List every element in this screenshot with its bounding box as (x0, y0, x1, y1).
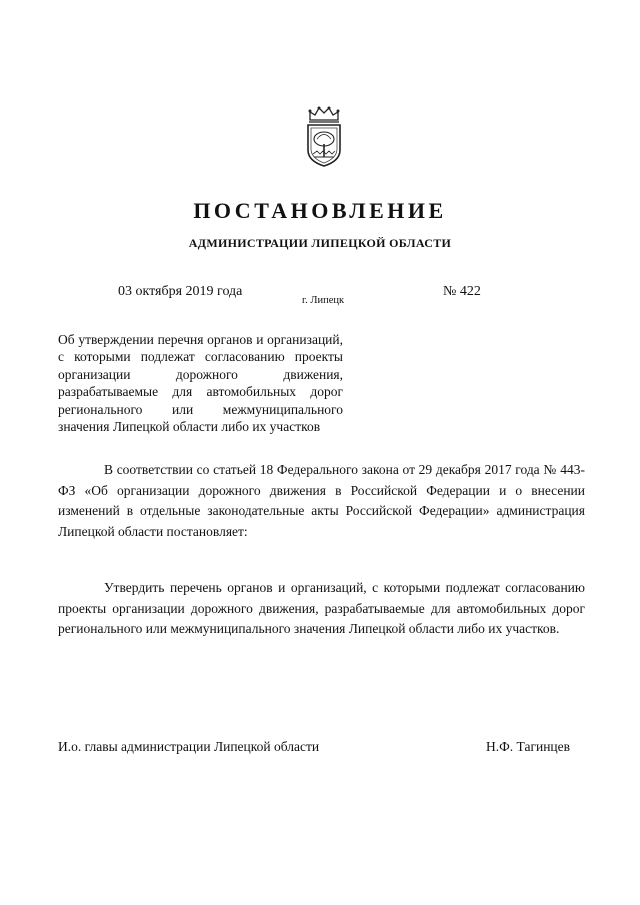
document-number: № 422 (443, 284, 481, 299)
issuing-authority: АДМИНИСТРАЦИИ ЛИПЕЦКОЙ ОБЛАСТИ (188, 236, 452, 250)
signatory-position: И.о. главы администрации Липецкой области (58, 739, 320, 754)
signatory-name: Н.Ф. Тагинцев (486, 739, 571, 754)
document-city: г. Липецк (302, 295, 345, 306)
document-title: ПОСТАНОВЛЕНИЕ (193, 198, 447, 223)
document-date: 03 октября 2019 года (118, 284, 243, 299)
preamble-paragraph: В соответствии со статьей 18 Федерального закона от 29 декабря 2017 года № 443-ФЗ «Об организации дорожного движения в Российской Федерации и о внесении изменений в отдельные законодательные акты Российской Федерации» администрация Липецкой области постановляет: (58, 462, 585, 539)
resolution-paragraph: Утвердить перечень органов и организаций, с которыми подлежат согласованию проекты организации дорожного движения, разрабатываемые для автомобильных дорог регионального или межмуниципального значения Липецкой области либо их участков. (58, 580, 585, 636)
document-subject: Об утверждении перечня органов и организаций, с которыми подлежат согласованию проекты организации дорожного движения, разрабатываемые для автомобильных дорог регионального или межмуниципального значения Липецкой области либо их участков (58, 332, 343, 435)
coat-of-arms-icon (301, 106, 347, 168)
